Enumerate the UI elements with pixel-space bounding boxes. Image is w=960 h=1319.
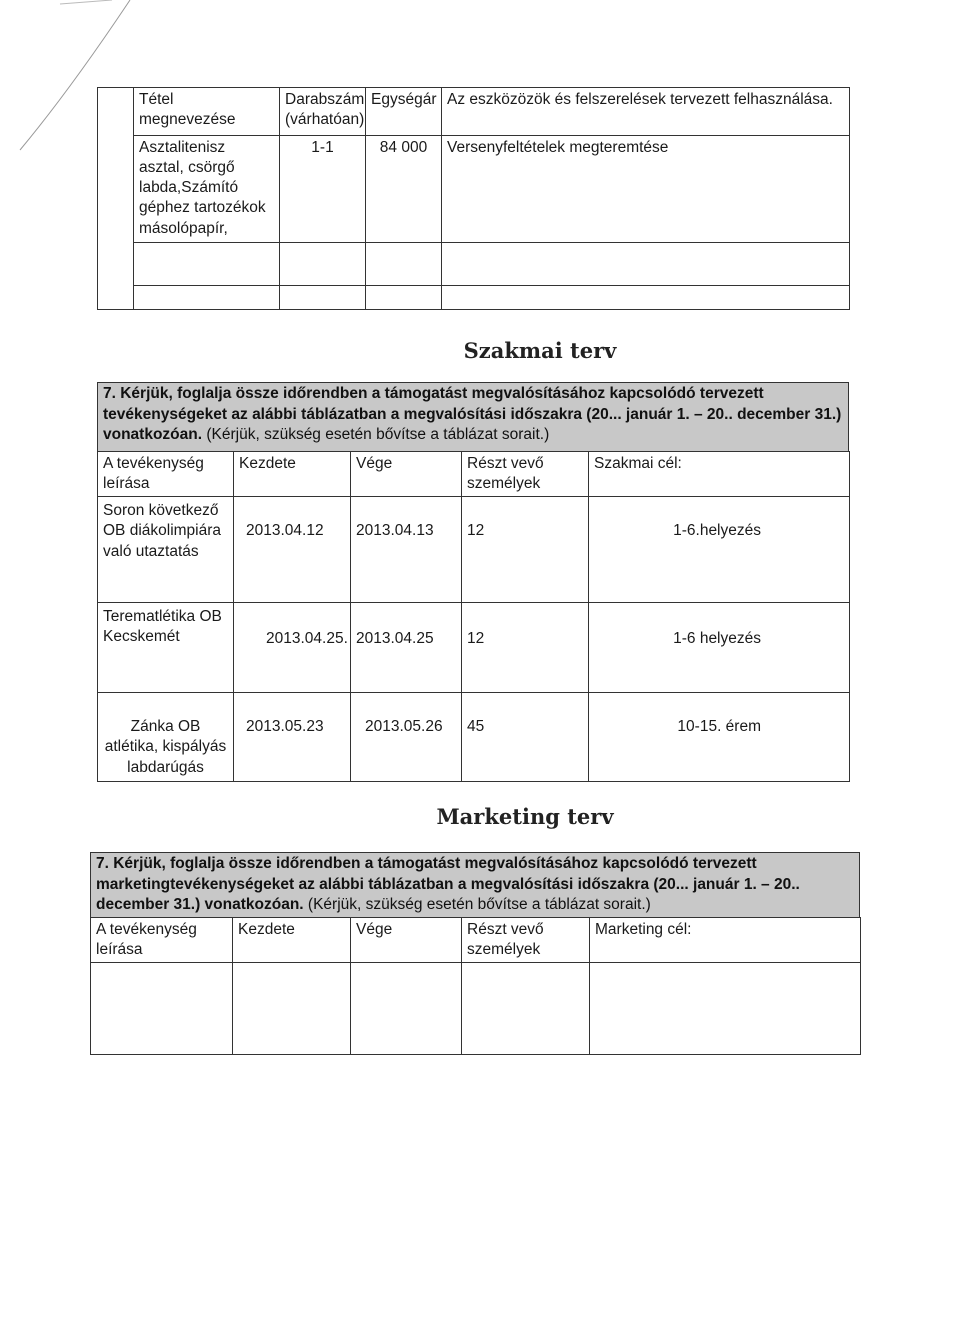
cell-start: 2013.04.12	[234, 497, 351, 603]
header-usage: Az eszközözök és felszerelések tervezett felhasználása.	[442, 88, 850, 136]
header-end: Vége	[351, 452, 462, 497]
header-quantity: Darabszám (várhatóan)	[280, 88, 366, 136]
table-row	[98, 693, 850, 782]
cell-end: 2013.04.13	[351, 497, 462, 603]
cell-participants: 45	[462, 693, 589, 782]
inventory-margin-col	[98, 88, 134, 310]
cell-end: 2013.05.26	[351, 693, 462, 782]
cell-activity: Zánka OB atlétika, kispályás labdarúgás	[98, 693, 234, 782]
table-row	[98, 497, 850, 603]
cell-activity: Terematlétika OB Kecskemét	[98, 603, 234, 693]
instruction-note: (Kérjük, szükség esetén bővítse a táblázat sorait.)	[307, 896, 651, 914]
cell-item-name: Asztalitenisz asztal, csörgő labda,Számító géphez tartozékok másolópapír,	[134, 136, 280, 243]
header-start: Kezdete	[233, 918, 351, 963]
instruction-box	[90, 852, 860, 918]
cell-usage: Versenyfeltételek megteremtése	[442, 136, 850, 243]
cell-start: 2013.04.25.	[234, 603, 351, 693]
inventory-table	[97, 87, 850, 310]
inventory-header-row	[98, 88, 850, 136]
instruction-text: 7. Kérjük, foglalja össze időrendben a támogatást megvalósításához kapcsolódó tervezett marketingtevékenységeket az alábbi táblázatban a megvalósítási időszakra (20... január 1. – 20.. december 31.) vonatkozóan.	[96, 855, 800, 914]
cell-participants: 12	[462, 603, 589, 693]
section-title-szakmai: Szakmai terv	[463, 338, 617, 363]
table-row	[98, 603, 850, 693]
header-start: Kezdete	[234, 452, 351, 497]
table-row-empty	[98, 243, 850, 286]
cell-unit-price: 84 000	[366, 136, 442, 243]
instruction-text: 7. Kérjük, foglalja össze időrendben a támogatást megvalósításához kapcsolódó tervezett tevékenységeket az alábbi táblázatban a megvalósítási időszakra (20... január 1. – 20.. december 31.) vonatkozóan.	[103, 385, 842, 444]
header-unit-price: Egységár	[366, 88, 442, 136]
cell-goal: 1-6.helyezés	[589, 497, 850, 603]
header-goal: Szakmai cél:	[589, 452, 850, 497]
header-end: Vége	[351, 918, 462, 963]
header-item-name: Tétel megnevezése	[134, 88, 280, 136]
instruction-box	[97, 382, 849, 452]
header-participants: Részt vevő személyek	[462, 452, 589, 497]
table-row-empty	[98, 286, 850, 310]
header-activity: A tevékenység leírása	[91, 918, 233, 963]
cell-quantity: 1-1	[280, 136, 366, 243]
cell-end: 2013.04.25	[351, 603, 462, 693]
instruction-note: (Kérjük, szükség esetén bővítse a táblázat sorait.)	[206, 426, 550, 444]
cell-activity: Soron következő OB diákolimpiára való utaztatás	[98, 497, 234, 603]
activity-table	[97, 451, 850, 782]
marketing-table	[90, 917, 861, 1055]
header-goal: Marketing cél:	[590, 918, 861, 963]
marketing-header-row	[91, 918, 861, 963]
header-activity: A tevékenység leírása	[98, 452, 234, 497]
table-row-empty	[91, 963, 861, 1055]
section-title-marketing: Marketing terv	[436, 804, 614, 829]
table-row	[98, 136, 850, 243]
cell-goal: 1-6 helyezés	[589, 603, 850, 693]
cell-goal: 10-15. érem	[589, 693, 850, 782]
cell-start: 2013.05.23	[234, 693, 351, 782]
activity-header-row	[98, 452, 850, 497]
header-participants: Részt vevő személyek	[462, 918, 590, 963]
cell-participants: 12	[462, 497, 589, 603]
